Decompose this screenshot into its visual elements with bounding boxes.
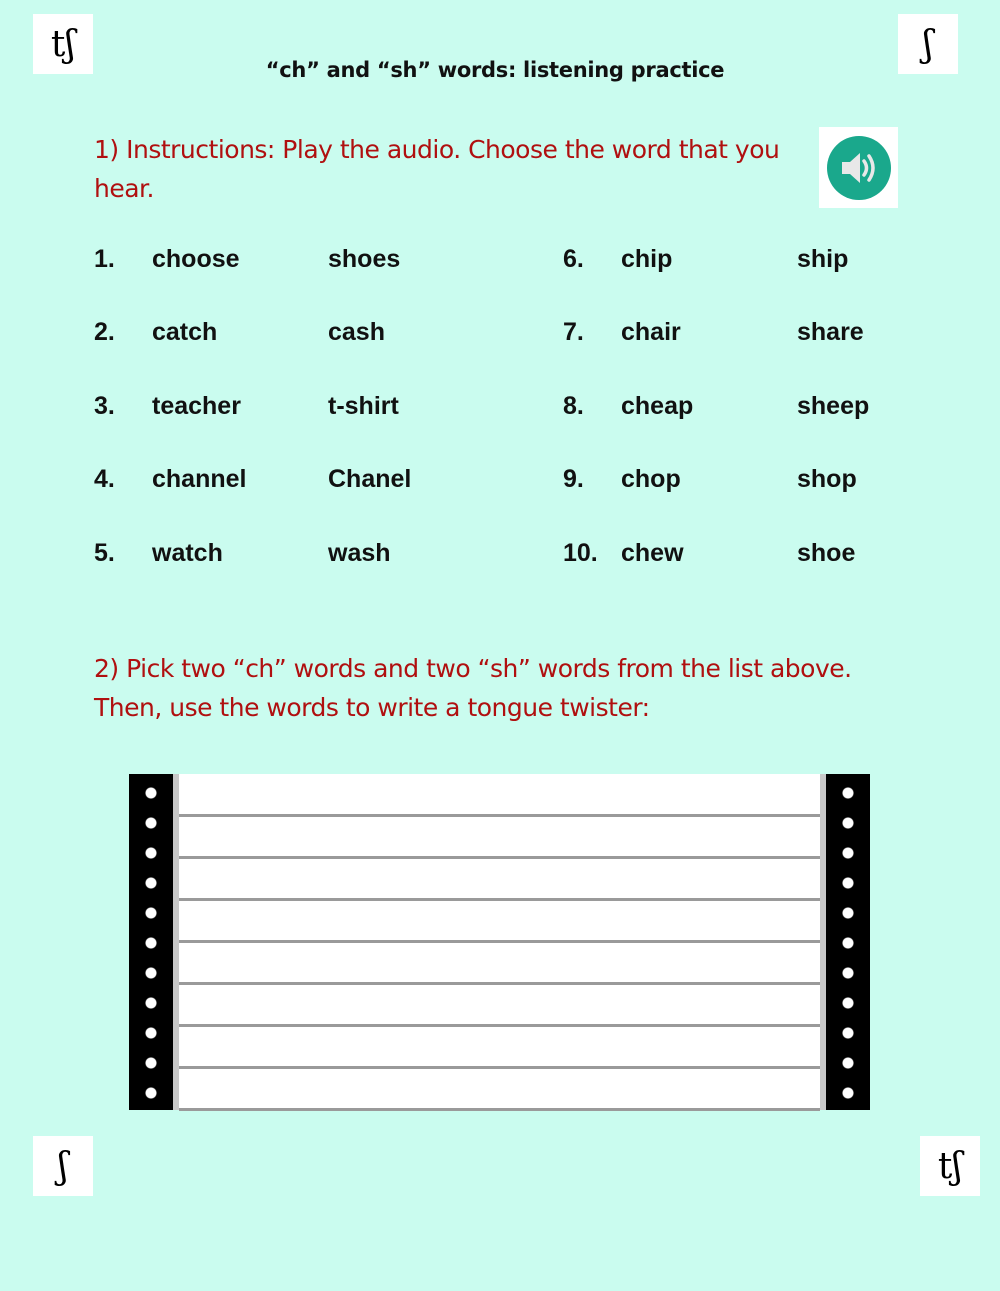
word-option-ch[interactable]: watch [152,539,223,567]
instruction-1: 1) Instructions: Play the audio. Choose the word that you hear. [94,135,780,203]
item-number: 5. [94,539,115,567]
word-item [563,392,923,426]
word-option-ch[interactable]: chair [621,318,681,346]
item-number: 3. [94,392,115,420]
word-item [563,318,923,352]
word-option-ch[interactable]: teacher [152,392,241,420]
play-audio-button[interactable] [819,127,898,208]
word-option-ch[interactable]: catch [152,318,218,346]
word-option-sh[interactable]: shop [797,465,857,493]
corner-symbol-top-left: tʃ [33,14,93,74]
word-option-ch[interactable]: cheap [621,392,694,420]
corner-symbol-bottom-left: ʃ [33,1136,93,1196]
word-option-sh[interactable]: sheep [797,392,870,420]
item-number: 2. [94,318,115,346]
word-item [94,465,454,499]
writing-line [179,940,820,943]
word-item [94,318,454,352]
writing-area[interactable] [129,774,868,1110]
corner-symbol-top-right: ʃ [898,14,958,74]
writing-line [179,856,820,859]
word-option-sh[interactable]: t-shirt [328,392,399,420]
writing-line [179,982,820,985]
word-option-sh[interactable]: cash [328,318,385,346]
word-option-ch[interactable]: chip [621,245,673,273]
word-item [563,245,923,279]
item-number: 7. [563,318,584,346]
page-title: “ch” and “sh” words: listening practice [265,58,725,82]
polka-dot-border-right [826,774,870,1110]
word-item [563,465,923,499]
word-item [563,539,923,573]
word-item [94,245,454,279]
corner-symbol-bottom-right: tʃ [920,1136,980,1196]
writing-line [179,1066,820,1069]
word-option-sh[interactable]: share [797,318,864,346]
word-option-ch[interactable]: chop [621,465,681,493]
word-option-ch[interactable]: chew [621,539,684,567]
word-option-sh[interactable]: wash [328,539,391,567]
writing-line [179,1024,820,1027]
instruction-2: 2) Pick two “ch” words and two “sh” words from the list above. Then, use the words to write a tongue twister: [94,654,852,722]
word-option-sh[interactable]: shoes [328,245,401,273]
polka-dot-border-left [129,774,173,1110]
writing-line [179,1108,820,1111]
word-option-sh[interactable]: ship [797,245,849,273]
item-number: 8. [563,392,584,420]
item-number: 6. [563,245,584,273]
item-number: 4. [94,465,115,493]
writing-line [179,814,820,817]
item-number: 10. [563,539,598,567]
item-number: 9. [563,465,584,493]
writing-line [179,898,820,901]
word-option-sh[interactable]: Chanel [328,465,412,493]
word-option-sh[interactable]: shoe [797,539,856,567]
word-option-ch[interactable]: choose [152,245,240,273]
speaker-icon[interactable] [826,135,892,201]
item-number: 1. [94,245,115,273]
word-item [94,539,454,573]
word-item [94,392,454,426]
word-option-ch[interactable]: channel [152,465,247,493]
